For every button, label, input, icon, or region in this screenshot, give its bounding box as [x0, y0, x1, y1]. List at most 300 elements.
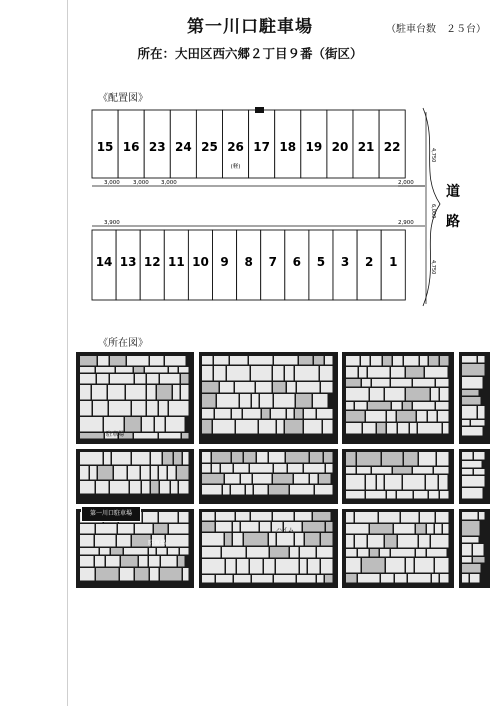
stall-number-16: 16 — [122, 140, 140, 154]
map-block — [161, 556, 177, 567]
map-block — [313, 512, 331, 521]
map-block — [220, 382, 234, 393]
map-block — [346, 574, 357, 583]
map-block — [80, 401, 92, 416]
map-block — [80, 367, 95, 373]
map-block — [80, 548, 99, 555]
map-block — [377, 423, 386, 434]
map-block — [132, 401, 146, 416]
map-block — [247, 547, 269, 558]
map-block — [93, 401, 108, 416]
stall-number-13: 13 — [119, 255, 137, 269]
map-block — [273, 512, 294, 521]
map-block — [355, 512, 378, 523]
map-block — [96, 568, 119, 581]
map-block — [431, 388, 439, 401]
map-block — [462, 406, 477, 419]
map-block — [126, 385, 146, 400]
map-block — [346, 558, 361, 573]
map-block — [223, 485, 230, 495]
map-block — [95, 556, 105, 567]
map-block — [135, 374, 146, 384]
map-block — [134, 433, 158, 439]
map-block — [391, 549, 415, 557]
map-block — [473, 544, 484, 556]
map-block — [233, 522, 240, 532]
map-block — [296, 394, 312, 408]
map-block — [96, 524, 117, 534]
map-legend-box: 第一川口駐車場 — [81, 506, 141, 522]
map-block — [419, 535, 430, 548]
map-block — [180, 548, 189, 555]
map-block — [287, 409, 294, 419]
map-block — [290, 547, 299, 558]
map-block — [366, 411, 386, 422]
map-block — [320, 366, 333, 381]
map-block — [317, 547, 333, 558]
map-block — [324, 452, 333, 463]
map-block — [286, 452, 309, 463]
map-block — [383, 356, 392, 366]
map-block — [363, 423, 376, 434]
map-block — [425, 367, 448, 378]
location-heading: 《所在図》 — [98, 338, 148, 349]
map-block — [346, 491, 365, 499]
map-block — [231, 485, 245, 495]
map-block — [80, 433, 104, 439]
map-block — [202, 559, 225, 574]
location-map — [76, 352, 490, 588]
map-block — [473, 557, 485, 563]
map-block — [470, 574, 480, 583]
map-block — [168, 548, 179, 555]
stall-number-9: 9 — [220, 255, 229, 269]
map-block — [202, 382, 219, 393]
map-block — [370, 549, 379, 557]
map-block — [358, 549, 369, 557]
map-block — [80, 374, 96, 384]
map-street-v1 — [194, 352, 199, 588]
map-block — [159, 466, 167, 480]
map-block — [440, 356, 449, 366]
map-block — [233, 533, 243, 546]
map-block — [420, 512, 435, 523]
map-block — [244, 533, 268, 546]
map-block — [406, 367, 424, 378]
map-block — [270, 547, 289, 558]
map-block — [147, 401, 158, 416]
map-block — [130, 481, 141, 494]
map-block — [213, 420, 235, 434]
map-block — [271, 409, 286, 419]
map-block — [202, 452, 211, 463]
map-block — [394, 524, 415, 534]
map-block — [359, 367, 367, 378]
map-block — [381, 574, 394, 583]
stall-number-15: 15 — [96, 140, 114, 154]
map-block — [150, 356, 164, 366]
map-block — [429, 491, 439, 499]
map-block — [252, 394, 259, 408]
map-block — [273, 366, 284, 381]
map-block — [108, 385, 125, 400]
map-block — [392, 402, 402, 410]
map-block — [357, 452, 381, 466]
map-block — [154, 524, 168, 534]
map-label-parking: 駐車場 — [148, 540, 167, 547]
map-block — [251, 512, 272, 521]
map-block — [171, 481, 178, 494]
map-block — [393, 356, 403, 366]
map-block — [225, 533, 232, 546]
map-block — [177, 466, 189, 480]
stall-number-8: 8 — [244, 255, 253, 269]
map-block — [80, 356, 97, 366]
map-block — [159, 433, 181, 439]
map-block — [410, 423, 417, 434]
map-block — [397, 491, 413, 499]
map-block — [254, 485, 268, 495]
map-block — [368, 402, 391, 410]
map-block — [462, 390, 479, 396]
map-block — [398, 535, 418, 548]
map-block — [124, 548, 148, 555]
stall-number-18: 18 — [279, 140, 297, 154]
map-block — [110, 356, 126, 366]
stall-number-20: 20 — [331, 140, 349, 154]
map-block — [237, 559, 249, 574]
map-block — [147, 374, 159, 384]
map-block — [419, 452, 436, 466]
stall-number-17: 17 — [253, 140, 271, 154]
map-block — [179, 481, 189, 494]
map-block — [288, 464, 303, 473]
map-block — [160, 568, 182, 581]
map-block — [80, 385, 91, 400]
map-block — [416, 524, 426, 534]
map-block — [214, 356, 229, 365]
map-block — [232, 409, 242, 419]
map-block — [227, 366, 250, 381]
map-block — [80, 452, 103, 465]
map-block — [150, 568, 159, 581]
map-block — [269, 485, 289, 495]
map-block — [462, 512, 478, 520]
map-block — [142, 417, 154, 432]
map-block — [432, 574, 439, 583]
map-block — [80, 481, 95, 494]
stall-number-25: 25 — [201, 140, 218, 154]
capacity-note: （駐車台数 ２５台） — [386, 24, 486, 35]
map-block — [135, 568, 149, 581]
map-block — [428, 411, 437, 422]
map-block — [326, 522, 333, 532]
map-block — [159, 512, 178, 523]
map-block — [202, 522, 215, 532]
page-title: 第一川口駐車場 — [187, 17, 313, 37]
map-block — [178, 556, 185, 567]
map-block — [183, 568, 189, 581]
map-block — [420, 356, 428, 366]
map-block — [80, 568, 95, 581]
map-block — [157, 385, 172, 400]
layout-heading: 《配置図》 — [98, 93, 148, 104]
map-block — [104, 417, 124, 432]
map-block — [155, 417, 165, 432]
map-block — [391, 379, 412, 387]
map-block — [440, 491, 449, 499]
map-block — [163, 452, 173, 465]
map-block — [366, 475, 376, 490]
map-block — [127, 356, 149, 366]
map-block — [121, 556, 138, 567]
map-block — [379, 512, 400, 523]
map-block — [234, 575, 251, 583]
map-block — [385, 388, 405, 401]
stall-number-6: 6 — [292, 255, 302, 269]
map-block — [166, 417, 185, 432]
map-block — [274, 356, 298, 365]
map-block — [438, 411, 449, 422]
map-block — [217, 394, 239, 408]
map-block — [323, 420, 333, 434]
map-block — [321, 382, 333, 393]
map-block — [202, 533, 224, 546]
map-block — [110, 374, 134, 384]
map-block — [277, 420, 284, 434]
map-block — [308, 559, 320, 574]
map-block — [427, 549, 447, 557]
map-block — [436, 379, 449, 387]
map-block — [295, 366, 319, 381]
dim-aisle-bottom-right: 2,900 — [398, 220, 414, 226]
map-block — [403, 402, 412, 410]
map-block — [202, 366, 213, 381]
map-block — [362, 379, 371, 387]
map-block — [202, 474, 224, 484]
map-block — [117, 535, 131, 547]
map-block — [387, 411, 396, 422]
stall-number-22: 22 — [383, 140, 401, 154]
map-block — [413, 467, 433, 474]
map-block — [132, 452, 150, 465]
map-block — [120, 568, 134, 581]
map-block — [346, 402, 354, 410]
map-block — [358, 574, 380, 583]
map-block — [151, 466, 158, 480]
stall-number-3: 3 — [340, 255, 350, 269]
map-block — [408, 574, 431, 583]
map-block — [139, 556, 148, 567]
map-block — [295, 409, 303, 419]
bottom-stall-row — [92, 230, 405, 300]
entrance-marker — [255, 107, 264, 113]
map-block — [346, 549, 357, 557]
map-block — [202, 485, 222, 495]
map-block — [346, 467, 356, 474]
map-block — [260, 394, 273, 408]
map-block — [462, 537, 479, 543]
stall-number-11: 11 — [167, 255, 185, 269]
map-block — [300, 559, 307, 574]
map-block — [226, 559, 236, 574]
stall-number-14: 14 — [95, 255, 113, 269]
map-block — [304, 409, 316, 419]
dim-side-bottom: 4,750 — [430, 260, 436, 275]
map-block — [387, 491, 396, 499]
map-block — [215, 409, 231, 419]
map-block — [346, 423, 362, 434]
map-block — [346, 512, 354, 523]
map-block — [145, 367, 168, 373]
map-block — [118, 524, 134, 534]
map-block — [112, 452, 131, 465]
map-block — [142, 481, 150, 494]
map-block — [346, 379, 361, 387]
map-block — [276, 559, 299, 574]
map-block — [277, 533, 294, 546]
map-block — [346, 535, 354, 548]
map-block — [110, 481, 129, 494]
map-block — [221, 464, 233, 473]
map-block — [321, 533, 333, 546]
map-block — [310, 474, 318, 484]
map-block — [250, 464, 273, 473]
map-block — [418, 423, 442, 434]
map-block — [443, 423, 449, 434]
map-block — [474, 469, 485, 475]
map-block — [80, 535, 94, 547]
map-block — [160, 481, 170, 494]
map-block — [295, 512, 312, 521]
map-block — [346, 356, 360, 366]
map-block — [240, 394, 251, 408]
map-block — [321, 559, 333, 574]
map-block — [264, 559, 275, 574]
map-block — [97, 374, 109, 384]
map-block — [179, 367, 189, 373]
map-block — [230, 356, 248, 365]
map-block — [300, 547, 316, 558]
map-block — [462, 488, 483, 499]
map-block — [377, 475, 384, 490]
map-block — [222, 547, 246, 558]
map-block — [398, 423, 409, 434]
map-block — [141, 466, 150, 480]
dim-side-top: 4,750 — [430, 148, 436, 163]
map-block — [100, 548, 110, 555]
stall-number-19: 19 — [305, 140, 323, 154]
map-block — [462, 564, 481, 573]
map-block — [179, 512, 189, 523]
dim-aisle-top-3: 3,000 — [161, 180, 177, 186]
map-block — [98, 356, 109, 366]
stall-number-7: 7 — [268, 255, 277, 269]
map-block — [106, 556, 120, 567]
location-map-graphic — [76, 352, 490, 588]
map-block — [273, 382, 286, 393]
map-block — [135, 524, 153, 534]
map-street-v3 — [454, 352, 459, 588]
map-block — [212, 464, 220, 473]
map-block — [256, 382, 272, 393]
map-block — [251, 366, 272, 381]
map-block — [269, 533, 276, 546]
map-block — [355, 535, 367, 548]
map-block — [380, 549, 390, 557]
map-block — [151, 452, 162, 465]
stall-number-2: 2 — [364, 255, 374, 269]
dim-aisle-bottom-left: 3,900 — [104, 220, 120, 226]
map-block — [149, 556, 160, 567]
map-block — [462, 476, 485, 487]
map-block — [346, 475, 365, 490]
map-block — [80, 466, 89, 480]
map-block — [274, 394, 295, 408]
map-block — [471, 420, 485, 426]
map-block — [114, 466, 127, 480]
map-block — [128, 466, 140, 480]
map-block — [435, 558, 449, 573]
map-block — [202, 356, 213, 365]
map-block — [414, 491, 428, 499]
map-block — [169, 524, 189, 534]
map-block — [214, 366, 226, 381]
map-block — [244, 452, 256, 463]
map-block — [474, 452, 485, 460]
map-block — [317, 409, 333, 419]
map-block — [413, 402, 435, 410]
map-block — [157, 548, 167, 555]
map-block — [134, 367, 144, 373]
map-block — [314, 356, 324, 365]
map-block — [315, 485, 333, 495]
map-block — [259, 420, 276, 434]
map-block — [462, 420, 470, 426]
map-block — [370, 524, 393, 534]
map-block — [401, 512, 419, 523]
map-block — [98, 466, 113, 480]
map-block — [462, 574, 469, 583]
map-block — [297, 382, 320, 393]
map-block — [310, 452, 323, 463]
map-block — [319, 474, 331, 484]
map-block — [246, 485, 253, 495]
map-block — [274, 464, 287, 473]
map-block — [325, 356, 333, 365]
map-block — [95, 535, 116, 547]
map-block — [462, 521, 480, 536]
map-block — [385, 475, 402, 490]
map-label-parking-2: 駐車場 — [106, 431, 125, 438]
map-block — [439, 475, 448, 490]
map-block — [478, 406, 485, 419]
map-block — [462, 377, 483, 389]
map-block — [235, 382, 255, 393]
map-block — [403, 475, 425, 490]
stall-number-1: 1 — [389, 255, 398, 269]
map-block — [182, 433, 189, 439]
stall-number-26: 26 — [227, 140, 244, 154]
dim-aisle-top-1: 3,000 — [104, 180, 120, 186]
map-block — [212, 452, 231, 463]
map-block — [304, 464, 325, 473]
map-block — [366, 491, 386, 499]
map-label-heim: ハイム — [276, 527, 295, 534]
map-block — [478, 356, 485, 363]
map-block — [202, 464, 211, 473]
map-block — [440, 574, 449, 583]
